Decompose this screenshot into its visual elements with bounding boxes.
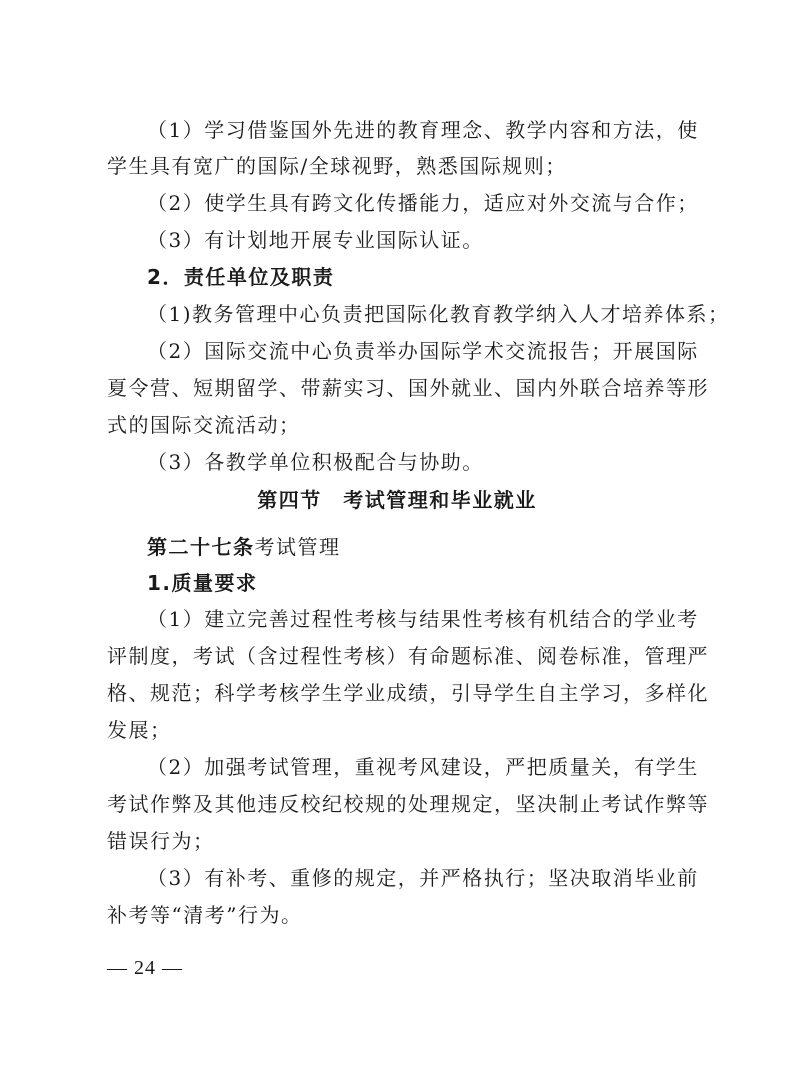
paragraph-line: 学生具有宽广的国际/全球视野，熟悉国际规则； — [107, 154, 567, 178]
paragraph-line: 夏令营、短期留学、带薪实习、国外就业、国内外联合培养等形 — [107, 376, 709, 400]
paragraph-line: 格、规范；科学考核学生学业成绩，引导学生自主学习，多样化 — [107, 681, 709, 705]
paragraph-line: （3）各教学单位积极配合与协助。 — [147, 450, 484, 474]
paragraph-line: 发展； — [107, 718, 172, 742]
paragraph-line: （2）使学生具有跨文化传播能力，适应对外交流与合作； — [147, 191, 699, 215]
article-heading — [147, 533, 687, 561]
paragraph-line: 补考等“清考”行为。 — [107, 903, 303, 927]
subheading: 1.质量要求 — [147, 571, 258, 595]
article-label: 第二十七条 — [147, 535, 255, 559]
subheading: 2．责任单位及职责 — [147, 265, 335, 289]
paragraph-line: （1）建立完善过程性考核与结果性考核有机结合的学业考 — [147, 607, 699, 631]
page-number: — 24 — — [107, 957, 183, 979]
article-title: 考试管理 — [254, 535, 341, 559]
paragraph-line: （1)教务管理中心负责把国际化教育教学纳入人才培养体系； — [147, 302, 730, 326]
paragraph-line: （3）有补考、重修的规定，并严格执行；坚决取消毕业前 — [147, 866, 699, 890]
paragraph-line: 评制度，考试（含过程性考核）有命题标准、阅卷标准，管理严 — [107, 644, 709, 668]
paragraph-line: （3）有计划地开展专业国际认证。 — [147, 228, 484, 252]
paragraph-line: （2）加强考试管理，重视考风建设，严把质量关，有学生 — [147, 755, 699, 779]
paragraph-line: 式的国际交流活动； — [107, 413, 301, 437]
paragraph-line: （2）国际交流中心负责举办国际学术交流报告；开展国际 — [147, 339, 699, 363]
paragraph-line: 错误行为； — [107, 829, 215, 853]
section-title: 第四节 考试管理和毕业就业 — [257, 488, 537, 512]
paragraph-line: （1）学习借鉴国外先进的教育理念、教学内容和方法，使 — [147, 118, 699, 142]
paragraph-line: 考试作弊及其他违反校纪校规的处理规定，坚决制止考试作弊等 — [107, 792, 709, 816]
